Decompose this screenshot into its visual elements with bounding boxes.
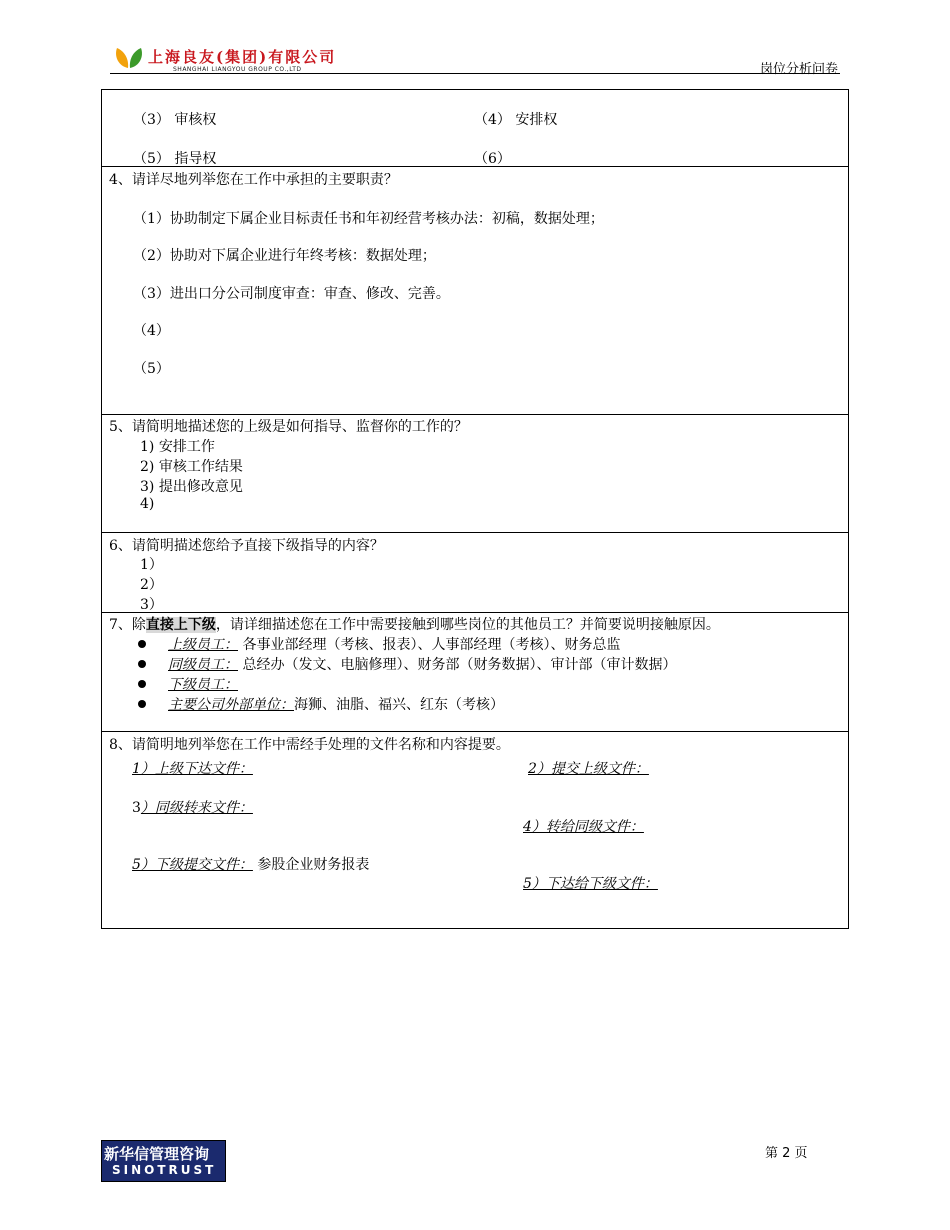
question-7: 7、除直接上下级，请详细描述您在工作中需要接触到哪些岗位的其他员工？并简要说明接触原因。 <box>109 617 720 633</box>
authority-item-3: （3） 审核权 <box>133 112 217 128</box>
duty-item: （1）协助制定下属企业目标责任书和年初经营考核办法：初稿，数据处理； <box>133 211 604 227</box>
supervision-item: 1) 安排工作 <box>140 439 215 455</box>
file-from-peer: 3）同级转来文件： <box>132 800 253 816</box>
file-to-peer: 4）转给同级文件： <box>523 819 644 835</box>
question-5: 5、请简明地描述您的上级是如何指导、监督你的工作的？ <box>109 419 468 435</box>
row-divider <box>101 414 849 415</box>
file-to-subordinate: 5）下达给下级文件： <box>523 876 658 892</box>
footer-logo-chinese: 新华信管理咨询 <box>104 1145 210 1163</box>
bullet-icon <box>138 680 146 688</box>
contact-row-superior: 上级员工： 各事业部经理（考核、报表）、人事部经理（考核）、财务总监 <box>168 637 621 653</box>
guidance-item: 1） <box>140 557 163 573</box>
duty-item: （5） <box>133 361 170 377</box>
file-to-superior: 2）提交上级文件： <box>528 761 649 777</box>
company-name: 上海良友(集团)有限公司 <box>148 48 337 66</box>
guidance-item: 3） <box>140 597 163 613</box>
footer-logo-english: SINOTRUST <box>112 1163 217 1177</box>
company-logo-leaf-icon <box>114 46 144 70</box>
authority-item-5: （5） 指导权 <box>133 151 217 167</box>
row-divider <box>101 612 849 613</box>
authority-item-4: （4） 安排权 <box>474 112 558 128</box>
contact-row-external: 主要公司外部单位：海狮、油脂、福兴、红东（考核） <box>168 697 504 713</box>
question-8: 8、请简明地列举您在工作中需经手处理的文件名称和内容提要。 <box>109 737 510 753</box>
row-divider <box>101 731 849 732</box>
duty-item: （2）协助对下属企业进行年终考核：数据处理； <box>133 248 436 264</box>
duty-item: （4） <box>133 323 170 339</box>
file-from-subordinate: 5）下级提交文件： 参股企业财务报表 <box>132 857 370 873</box>
direct-superior-subordinate-highlight: 直接上下级 <box>145 617 216 633</box>
supervision-item: 3) 提出修改意见 <box>140 479 243 495</box>
bullet-icon <box>138 660 146 668</box>
document-title: 岗位分析问卷 <box>760 62 839 77</box>
company-english-name: SHANGHAI LIANGYOU GROUP CO.,LTD <box>173 66 302 73</box>
duty-item: （3）进出口分公司制度审查：审查、修改、完善。 <box>133 286 450 302</box>
authority-item-6: （6） <box>474 151 511 167</box>
bullet-icon <box>138 640 146 648</box>
guidance-item: 2） <box>140 577 163 593</box>
header-divider <box>110 73 840 74</box>
bullet-icon <box>138 700 146 708</box>
contact-row-subordinate: 下级员工： <box>168 677 238 693</box>
file-from-superior: 1）上级下达文件： <box>132 761 253 777</box>
supervision-item: 4) <box>140 496 155 512</box>
row-divider <box>101 532 849 533</box>
question-6: 6、请简明描述您给予直接下级指导的内容？ <box>109 538 384 554</box>
contact-row-peer: 同级员工： 总经办（发文、电脑修理）、财务部（财务数据）、审计部（审计数据） <box>168 657 677 673</box>
question-4: 4、请详尽地列举您在工作中承担的主要职责？ <box>109 172 398 188</box>
page-number: 第 2 页 <box>765 1146 808 1161</box>
supervision-item: 2) 审核工作结果 <box>140 459 243 475</box>
